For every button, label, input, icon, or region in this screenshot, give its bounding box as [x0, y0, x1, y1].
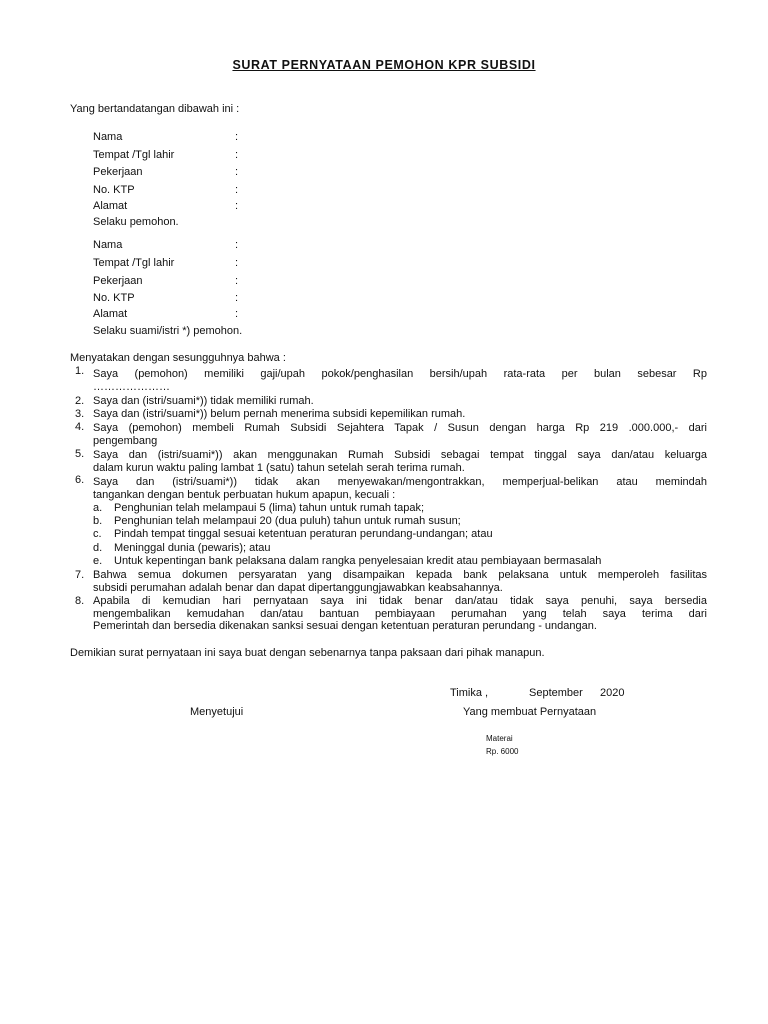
- item-5-line-1: Saya dan (istri/suami*)) akan menggunakan Rumah Subsidi sebagai tempat tinggal saya dan/atau keluarga: [93, 449, 707, 461]
- applicant-name-colon: :: [235, 131, 239, 143]
- spouse-address-label: Alamat: [93, 308, 128, 320]
- spouse-role: Selaku suami/istri *) pemohon.: [93, 325, 243, 337]
- item-6-line-1: Saya dan (istri/suami*)) tidak akan menyewakan/mengontrakkan, memperjual-belikan atau memindah: [93, 476, 707, 488]
- intro-text: Yang bertandatangan dibawah ini :: [70, 103, 240, 115]
- applicant-name-label: Nama: [93, 131, 123, 143]
- applicant-job-colon: :: [235, 166, 239, 178]
- item-7-text: [93, 569, 707, 594]
- spouse-name-label: Nama: [93, 239, 123, 251]
- document-title: SURAT PERNYATAAN PEMOHON KPR SUBSIDI: [232, 58, 536, 72]
- item-4-text: [93, 422, 707, 447]
- item-7-line-2: subsidi perumahan adalah benar dan dapat dipertanggungjawabkan keabsahannya.: [93, 581, 503, 594]
- spouse-birth-label: Tempat /Tgl lahir: [93, 257, 175, 269]
- item-6-line-2: tangankan dengan bentuk perbuatan hukum apapun, kecuali :: [93, 488, 396, 501]
- spouse-job-label: Pekerjaan: [93, 275, 143, 287]
- item-7-line-1: Bahwa semua dokumen persyaratan yang disampaikan kepada bank pelaksana untuk memperoleh fasilitas: [93, 569, 707, 581]
- item-2-number: 2.: [75, 395, 85, 407]
- signing-place: Timika ,: [450, 687, 489, 699]
- applicant-birth-label: Tempat /Tgl lahir: [93, 149, 175, 161]
- exception-c-letter: c.: [93, 528, 102, 540]
- item-8-line-1: Apabila di kemudian hari pernyataan saya ini tidak benar dan/atau tidak saya penuhi, saya bersedia: [93, 595, 707, 607]
- exception-e-letter: e.: [93, 555, 103, 567]
- item-4-line-1: Saya (pemohon) membeli Rumah Subsidi Sejahtera Tapak / Susun dengan harga Rp 219 .000.000,- dari: [93, 422, 707, 434]
- approver-label: Menyetujui: [190, 706, 244, 718]
- item-3-line-1: Saya dan (istri/suami*)) belum pernah menerima subsidi kepemilikan rumah.: [93, 408, 466, 420]
- exception-b-text: Penghunian telah melampaui 20 (dua puluh) tahun untuk rumah susun;: [114, 515, 461, 527]
- item-8-line-3: Pemerintah dan bersedia dikenakan sanksi sesuai dengan ketentuan peraturan perundang - undangan.: [93, 620, 597, 632]
- exception-d-letter: d.: [93, 542, 103, 554]
- stamp-duty-label: Materai: [486, 734, 513, 743]
- item-1-text: [93, 368, 707, 393]
- signing-year: 2020: [600, 687, 625, 699]
- closing-statement: Demikian surat pernyataan ini saya buat dengan sebenarnya tanpa paksaan dari pihak manapun.: [70, 647, 545, 659]
- item-8-line-2: mengembalikan kemudahan dan/atau bantuan pembiayaan perumahan yang telah saya terima dari: [93, 607, 707, 620]
- item-6-text: [93, 476, 707, 501]
- exception-d-text: Meninggal dunia (pewaris); atau: [114, 542, 271, 554]
- spouse-name-colon: :: [235, 239, 239, 251]
- applicant-address-colon: :: [235, 200, 239, 212]
- stamp-duty-value: Rp. 6000: [486, 747, 519, 756]
- statement-intro: Menyatakan dengan sesungguhnya bahwa :: [70, 352, 286, 364]
- item-4-line-2: pengembang: [93, 434, 158, 447]
- spouse-ktp-label: No. KTP: [93, 292, 135, 304]
- applicant-role: Selaku pemohon.: [93, 216, 179, 228]
- item-5-line-2: dalam kurun waktu paling lambat 1 (satu) tahun setelah serah terima rumah.: [93, 461, 465, 474]
- spouse-ktp-colon: :: [235, 292, 239, 304]
- item-5-number: 5.: [75, 448, 85, 460]
- item-8-text: [93, 595, 707, 633]
- exception-e-text: Untuk kepentingan bank pelaksana dalam rangka penyelesaian kredit atau pembiayaan bermasalah: [114, 555, 602, 567]
- exception-a-text: Penghunian telah melampaui 5 (lima) tahun untuk rumah tapak;: [114, 502, 425, 514]
- applicant-birth-colon: :: [235, 149, 239, 161]
- applicant-ktp-label: No. KTP: [93, 184, 135, 196]
- item-3-number: 3.: [75, 408, 85, 420]
- signing-month: September: [529, 687, 583, 699]
- declarant-label: Yang membuat Pernyataan: [463, 706, 597, 718]
- item-7-number: 7.: [75, 569, 85, 581]
- item-3-text: [93, 408, 707, 421]
- item-5-text: [93, 449, 707, 474]
- item-2-text: [93, 395, 707, 408]
- exception-a-letter: a.: [93, 502, 103, 514]
- spouse-birth-colon: :: [235, 257, 239, 269]
- applicant-ktp-colon: :: [235, 184, 239, 196]
- applicant-address-label: Alamat: [93, 200, 128, 212]
- item-2-line-1: Saya dan (istri/suami*)) tidak memiliki rumah.: [93, 395, 314, 407]
- item-8-number: 8.: [75, 595, 85, 607]
- item-4-number: 4.: [75, 421, 85, 433]
- spouse-address-colon: :: [235, 308, 239, 320]
- spouse-job-colon: :: [235, 275, 239, 287]
- item-6-number: 6.: [75, 474, 85, 486]
- item-1-number: 1.: [75, 365, 85, 377]
- item-1-line-1: Saya (pemohon) memiliki gaji/upah pokok/penghasilan bersih/upah rata-rata per bulan sebesar Rp: [93, 368, 707, 380]
- exception-b-letter: b.: [93, 515, 103, 527]
- exception-c-text: Pindah tempat tinggal sesuai ketentuan peraturan perundang-undangan; atau: [114, 528, 493, 540]
- applicant-job-label: Pekerjaan: [93, 166, 143, 178]
- item-1-line-2: …………………: [93, 380, 170, 393]
